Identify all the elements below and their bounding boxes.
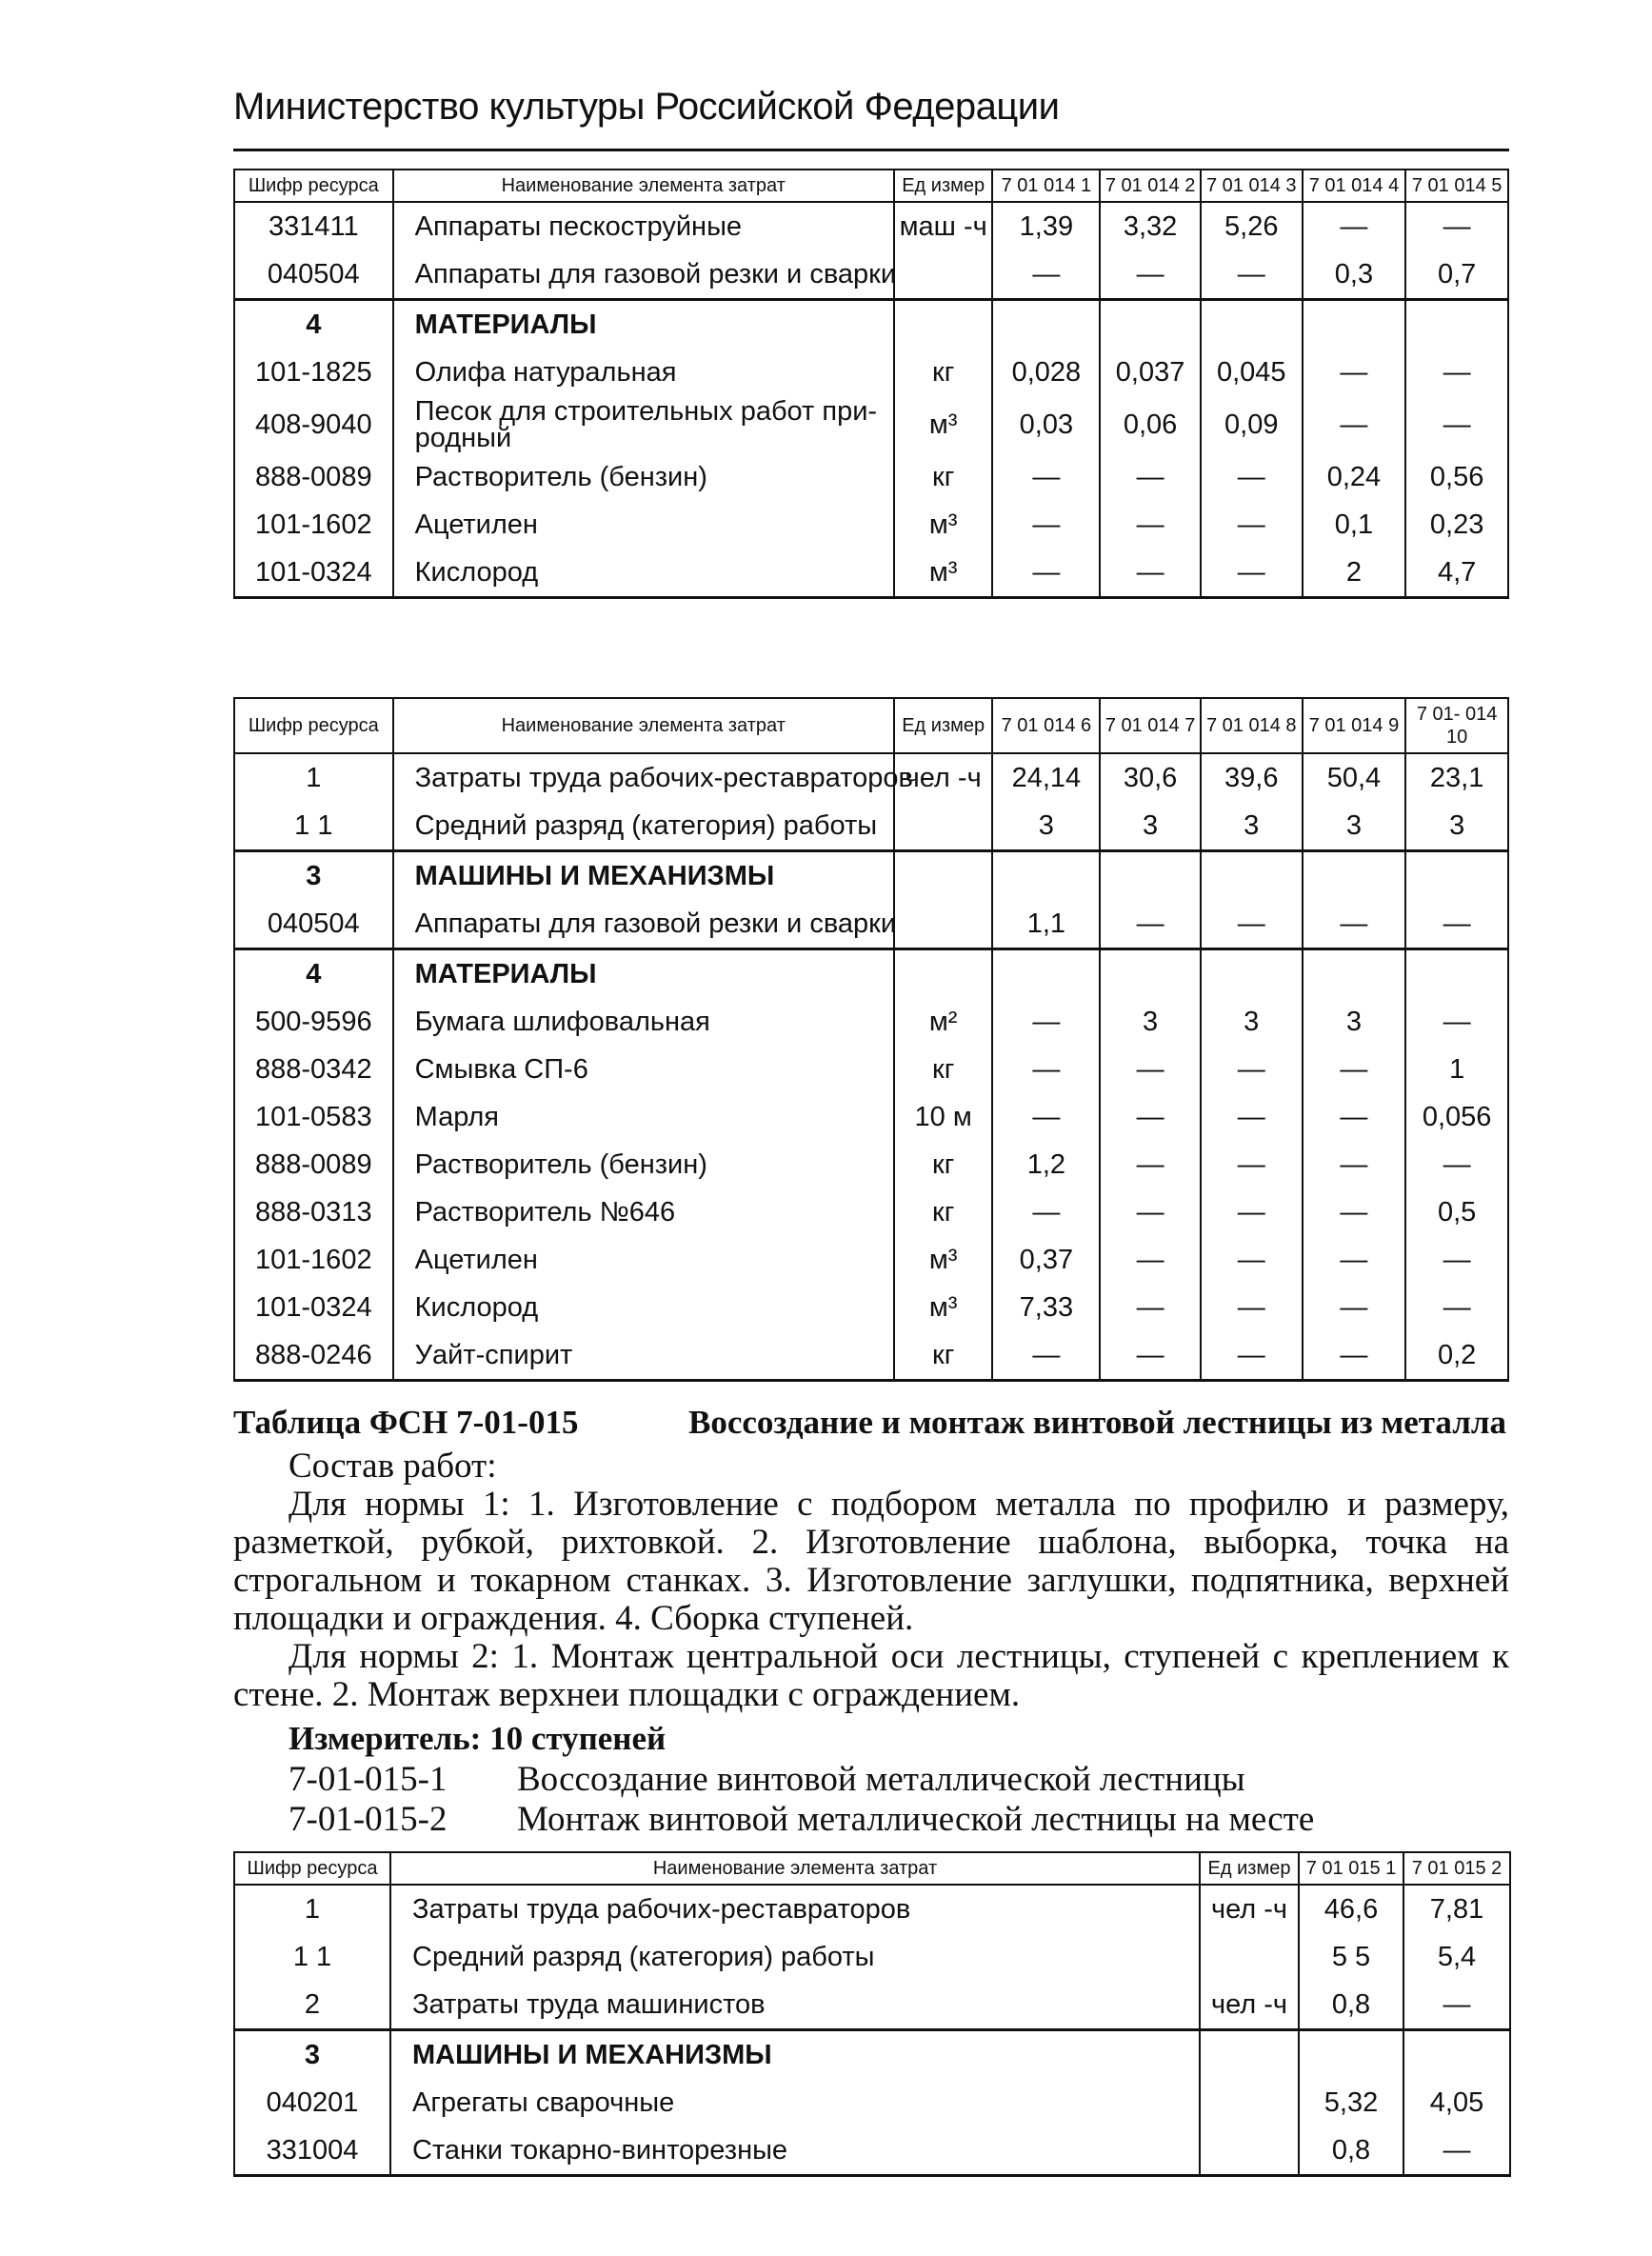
value-cell: 0,09 bbox=[1201, 396, 1303, 453]
value-cell: — bbox=[992, 1188, 1100, 1236]
resource-code: 4 bbox=[234, 300, 393, 349]
table-row bbox=[234, 1188, 1508, 1236]
value-cell: — bbox=[1303, 1046, 1406, 1093]
value-cell: 1,2 bbox=[992, 1141, 1100, 1188]
value-cell: — bbox=[1201, 1046, 1303, 1093]
unit-cell: чел -ч bbox=[894, 753, 993, 802]
cost-element-name: Аппараты для газовой резки и сварки bbox=[393, 250, 894, 300]
unit-cell: кг bbox=[894, 349, 993, 396]
value-cell: — bbox=[1405, 1284, 1508, 1331]
value-cell: — bbox=[1303, 900, 1406, 949]
resource-code: 331411 bbox=[234, 202, 393, 250]
cost-element-name: Затраты труда рабочих-реставраторов bbox=[390, 1885, 1200, 1933]
value-cell: — bbox=[1201, 900, 1303, 949]
table-row bbox=[234, 802, 1508, 851]
value-cell: — bbox=[1303, 1188, 1406, 1236]
table-row bbox=[234, 1141, 1508, 1188]
value-cell: 0,2 bbox=[1405, 1331, 1508, 1381]
value-cell: 3 bbox=[1201, 998, 1303, 1046]
table-row bbox=[234, 349, 1508, 396]
value-cell bbox=[1303, 300, 1406, 349]
column-header: 7 01 014 2 bbox=[1100, 170, 1201, 202]
cost-element-name: Ацетилен bbox=[393, 501, 894, 549]
value-cell bbox=[1405, 949, 1508, 999]
value-cell: — bbox=[992, 1093, 1100, 1141]
table-row bbox=[234, 2079, 1510, 2126]
value-cell: 7,81 bbox=[1403, 1885, 1510, 1933]
cost-element-name: Аппараты пескоструйные bbox=[393, 202, 894, 250]
table-row bbox=[234, 202, 1508, 250]
value-cell: 23,1 bbox=[1405, 753, 1508, 802]
work-composition bbox=[233, 1447, 1509, 1714]
value-cell: — bbox=[1100, 1284, 1201, 1331]
value-cell: 0,03 bbox=[992, 396, 1100, 453]
column-header: Наименование элемента затрат bbox=[393, 170, 894, 202]
value-cell: — bbox=[1303, 1093, 1406, 1141]
value-cell: 0,56 bbox=[1405, 453, 1508, 501]
value-cell bbox=[1299, 2030, 1403, 2080]
value-cell: 0,8 bbox=[1299, 2126, 1403, 2176]
value-cell: — bbox=[1303, 1331, 1406, 1381]
value-cell: — bbox=[1405, 349, 1508, 396]
column-header: 7 01 014 9 bbox=[1303, 698, 1406, 753]
cost-element-name: МАТЕРИАЛЫ bbox=[393, 949, 894, 999]
resource-code: 3 bbox=[234, 2030, 390, 2080]
value-cell bbox=[1405, 300, 1508, 349]
unit-cell: кг bbox=[894, 1141, 993, 1188]
value-cell: — bbox=[1100, 1046, 1201, 1093]
value-cell: 0,028 bbox=[992, 349, 1100, 396]
value-cell bbox=[1201, 300, 1303, 349]
section-row bbox=[234, 2030, 1510, 2080]
cost-element-name: Растворитель №646 bbox=[393, 1188, 894, 1236]
unit-cell bbox=[894, 900, 993, 949]
unit-cell bbox=[894, 250, 993, 300]
value-cell: 3 bbox=[992, 802, 1100, 851]
cost-element-name: Средний разряд (категория) работы bbox=[393, 802, 894, 851]
resource-code: 101-1825 bbox=[234, 349, 393, 396]
value-cell: 30,6 bbox=[1100, 753, 1201, 802]
resource-code: 3 bbox=[234, 851, 393, 901]
resource-code: 888-0246 bbox=[234, 1331, 393, 1381]
value-cell: — bbox=[1201, 1141, 1303, 1188]
unit-cell: кг bbox=[894, 453, 993, 501]
section-row bbox=[234, 949, 1508, 999]
value-cell: — bbox=[1201, 501, 1303, 549]
value-cell bbox=[1405, 851, 1508, 901]
table-row bbox=[234, 1236, 1508, 1284]
cost-element-name: Ацетилен bbox=[393, 1236, 894, 1284]
resource-code: 331004 bbox=[234, 2126, 390, 2176]
unit-cell bbox=[894, 851, 993, 901]
resource-code: 040504 bbox=[234, 250, 393, 300]
value-cell bbox=[1100, 300, 1201, 349]
table-row bbox=[234, 1331, 1508, 1381]
table-row bbox=[234, 501, 1508, 549]
norm-item bbox=[289, 1759, 1245, 1800]
resource-code: 101-0324 bbox=[234, 549, 393, 598]
unit-cell: кг bbox=[894, 1188, 993, 1236]
value-cell: — bbox=[1100, 549, 1201, 598]
column-header: 7 01 014 5 bbox=[1405, 170, 1508, 202]
column-header: 7 01 014 1 bbox=[992, 170, 1100, 202]
value-cell: 1,39 bbox=[992, 202, 1100, 250]
value-cell: — bbox=[992, 1046, 1100, 1093]
norm-code: 7-01-015-1 bbox=[289, 1760, 448, 1799]
value-cell: — bbox=[1303, 349, 1406, 396]
resource-code: 1 1 bbox=[234, 802, 393, 851]
resource-code: 888-0342 bbox=[234, 1046, 393, 1093]
value-cell: 5,26 bbox=[1201, 202, 1303, 250]
value-cell: — bbox=[1201, 1188, 1303, 1236]
norm-title: Воссоздание винтовой металлической лестницы bbox=[517, 1760, 1245, 1799]
value-cell: — bbox=[1201, 1331, 1303, 1381]
value-cell: 7,33 bbox=[992, 1284, 1100, 1331]
resource-code: 040504 bbox=[234, 900, 393, 949]
unit-cell: м³ bbox=[894, 396, 993, 453]
unit-cell bbox=[894, 802, 993, 851]
cost-element-name: МАШИНЫ И МЕХАНИЗМЫ bbox=[393, 851, 894, 901]
value-cell bbox=[992, 949, 1100, 999]
value-cell: — bbox=[992, 250, 1100, 300]
cost-element-name: Аппараты для газовой резки и сварки bbox=[393, 900, 894, 949]
value-cell: — bbox=[1100, 1093, 1201, 1141]
table-row bbox=[234, 1093, 1508, 1141]
value-cell bbox=[1201, 949, 1303, 999]
resource-code: 1 bbox=[234, 1885, 390, 1933]
column-header: 7 01- 014 10 bbox=[1405, 698, 1508, 753]
value-cell: 39,6 bbox=[1201, 753, 1303, 802]
column-header: Ед измер bbox=[1200, 1852, 1299, 1885]
norm-code: 7-01-015-2 bbox=[289, 1800, 448, 1839]
unit-cell bbox=[1200, 2030, 1299, 2080]
value-cell: 5 5 bbox=[1299, 1933, 1403, 1981]
norm-title: Монтаж винтовой металлической лестницы на месте bbox=[517, 1800, 1315, 1839]
value-cell: 0,3 bbox=[1303, 250, 1406, 300]
resource-table-014-1-5 bbox=[233, 169, 1509, 599]
cost-element-name: Уайт-спирит bbox=[393, 1331, 894, 1381]
value-cell: — bbox=[1201, 1236, 1303, 1284]
value-cell: — bbox=[1303, 1284, 1406, 1331]
value-cell: — bbox=[992, 549, 1100, 598]
value-cell: 5,32 bbox=[1299, 2079, 1403, 2126]
running-head: Министерство культуры Российской Федерации bbox=[233, 86, 1060, 128]
value-cell: 3 bbox=[1303, 802, 1406, 851]
cost-element-name: Растворитель (бензин) bbox=[393, 453, 894, 501]
value-cell bbox=[1303, 949, 1406, 999]
header-rule bbox=[233, 149, 1509, 151]
cost-element-name: Затраты труда машинистов bbox=[390, 1981, 1200, 2030]
resource-code: 888-0089 bbox=[234, 1141, 393, 1188]
cost-element-name: Олифа натуральная bbox=[393, 349, 894, 396]
unit-cell: кг bbox=[894, 1331, 993, 1381]
value-cell: — bbox=[1201, 549, 1303, 598]
table-row bbox=[234, 900, 1508, 949]
resource-code: 101-1602 bbox=[234, 1236, 393, 1284]
resource-code: 2 bbox=[234, 1981, 390, 2030]
unit-cell bbox=[894, 300, 993, 349]
value-cell: 0,5 bbox=[1405, 1188, 1508, 1236]
value-cell: 3,32 bbox=[1100, 202, 1201, 250]
table-title: Воссоздание и монтаж винтовой лестницы из металла bbox=[688, 1404, 1507, 1441]
resource-code: 408-9040 bbox=[234, 396, 393, 453]
value-cell: 0,056 bbox=[1405, 1093, 1508, 1141]
value-cell: — bbox=[1100, 1331, 1201, 1381]
resource-code: 040201 bbox=[234, 2079, 390, 2126]
table-row bbox=[234, 753, 1508, 802]
value-cell: 2 bbox=[1303, 549, 1406, 598]
table-row bbox=[234, 250, 1508, 300]
value-cell: 24,14 bbox=[992, 753, 1100, 802]
value-cell: — bbox=[1100, 501, 1201, 549]
column-header: 7 01 014 8 bbox=[1201, 698, 1303, 753]
value-cell: 50,4 bbox=[1303, 753, 1406, 802]
unit-cell: кг bbox=[894, 1046, 993, 1093]
value-cell: 3 bbox=[1100, 802, 1201, 851]
value-cell: — bbox=[1100, 1141, 1201, 1188]
unit-cell: м³ bbox=[894, 1284, 993, 1331]
norm-2-description: Для нормы 2: 1. Монтаж центральной оси лестницы, ступеней с креплением к стене. 2. Монтаж верхнеи площадки с ограждением. bbox=[233, 1637, 1509, 1714]
resource-table-014-6-10 bbox=[233, 697, 1509, 1382]
cost-element-name: МАШИНЫ И МЕХАНИЗМЫ bbox=[390, 2030, 1200, 2080]
unit-cell bbox=[894, 949, 993, 999]
unit-cell: чел -ч bbox=[1200, 1885, 1299, 1933]
value-cell: — bbox=[992, 998, 1100, 1046]
value-cell: 0,045 bbox=[1201, 349, 1303, 396]
resource-code: 500-9596 bbox=[234, 998, 393, 1046]
value-cell: 4,7 bbox=[1405, 549, 1508, 598]
cost-element-name: Кислород bbox=[393, 549, 894, 598]
value-cell: 3 bbox=[1303, 998, 1406, 1046]
column-header: Шифр ресурса bbox=[234, 170, 393, 202]
value-cell: — bbox=[1403, 2126, 1510, 2176]
value-cell: — bbox=[1405, 1236, 1508, 1284]
cost-element-name: Станки токарно-винторезные bbox=[390, 2126, 1200, 2176]
column-header: Наименование элемента затрат bbox=[390, 1852, 1200, 1885]
column-header: 7 01 014 4 bbox=[1303, 170, 1406, 202]
value-cell: 5,4 bbox=[1403, 1933, 1510, 1981]
unit-cell bbox=[1200, 2079, 1299, 2126]
column-header: 7 01 015 1 bbox=[1299, 1852, 1403, 1885]
unit-cell: м³ bbox=[894, 501, 993, 549]
resource-code: 101-0583 bbox=[234, 1093, 393, 1141]
resource-code: 101-0324 bbox=[234, 1284, 393, 1331]
value-cell: — bbox=[992, 1331, 1100, 1381]
cost-element-name: Марля bbox=[393, 1093, 894, 1141]
table-row bbox=[234, 2126, 1510, 2176]
value-cell: — bbox=[1201, 1093, 1303, 1141]
value-cell: 3 bbox=[1100, 998, 1201, 1046]
value-cell: — bbox=[992, 501, 1100, 549]
value-cell: 3 bbox=[1405, 802, 1508, 851]
value-cell: — bbox=[1100, 900, 1201, 949]
value-cell: — bbox=[1405, 1141, 1508, 1188]
norm-1-description: Для нормы 1: 1. Изготовление с подбором металла по профилю и размеру, разметкой, рубкой, рихтовкой. 2. Изготовление шаблона, выборка, точка на строгальном и токарном станках. 3. Изготовление заглушки, подпятника, верхней площадки и ограждения. 4. Сборка ступеней. bbox=[233, 1485, 1509, 1638]
cost-element-name: Затраты труда рабочих-реставраторов bbox=[393, 753, 894, 802]
value-cell: 0,06 bbox=[1100, 396, 1201, 453]
unit-cell: 10 м bbox=[894, 1093, 993, 1141]
column-header: 7 01 014 7 bbox=[1100, 698, 1201, 753]
table-row bbox=[234, 396, 1508, 453]
cost-element-name: Средний разряд (категория) работы bbox=[390, 1933, 1200, 1981]
cost-element-name: Кислород bbox=[393, 1284, 894, 1331]
composition-heading: Состав работ: bbox=[289, 1447, 497, 1486]
value-cell: — bbox=[1201, 453, 1303, 501]
cost-element-name: Агрегаты сварочные bbox=[390, 2079, 1200, 2126]
value-cell bbox=[1100, 949, 1201, 999]
value-cell: — bbox=[1403, 1981, 1510, 2030]
unit-cell bbox=[1200, 1933, 1299, 1981]
unit-cell: маш -ч bbox=[894, 202, 993, 250]
value-cell: 0,37 bbox=[992, 1236, 1100, 1284]
value-cell: 3 bbox=[1201, 802, 1303, 851]
value-cell bbox=[1303, 851, 1406, 901]
resource-table-015 bbox=[233, 1851, 1511, 2177]
value-cell: 46,6 bbox=[1299, 1885, 1403, 1933]
value-cell: 0,037 bbox=[1100, 349, 1201, 396]
resource-code: 888-0089 bbox=[234, 453, 393, 501]
value-cell: — bbox=[1100, 250, 1201, 300]
table-row bbox=[234, 453, 1508, 501]
section-row bbox=[234, 851, 1508, 901]
table-row bbox=[234, 998, 1508, 1046]
table-row bbox=[234, 1046, 1508, 1093]
resource-code: 101-1602 bbox=[234, 501, 393, 549]
column-header: Ед измер bbox=[894, 170, 993, 202]
value-cell bbox=[992, 300, 1100, 349]
column-header: Шифр ресурса bbox=[234, 698, 393, 753]
value-cell: 0,23 bbox=[1405, 501, 1508, 549]
unit-cell bbox=[1200, 2126, 1299, 2176]
value-cell: — bbox=[1100, 453, 1201, 501]
value-cell: 0,8 bbox=[1299, 1981, 1403, 2030]
value-cell: — bbox=[1303, 396, 1406, 453]
table-row bbox=[234, 1981, 1510, 2030]
value-cell: — bbox=[1405, 900, 1508, 949]
cost-element-name: МАТЕРИАЛЫ bbox=[393, 300, 894, 349]
resource-code: 1 1 bbox=[234, 1933, 390, 1981]
column-header: Шифр ресурса bbox=[234, 1852, 390, 1885]
value-cell: 0,1 bbox=[1303, 501, 1406, 549]
table-row bbox=[234, 1933, 1510, 1981]
unit-cell: чел -ч bbox=[1200, 1981, 1299, 2030]
value-cell: — bbox=[1100, 1236, 1201, 1284]
table-number: Таблица ФСН 7-01-015 bbox=[233, 1404, 579, 1441]
unit-cell: м³ bbox=[894, 549, 993, 598]
section-row bbox=[234, 300, 1508, 349]
table-row bbox=[234, 1885, 1510, 1933]
cost-element-name: Песок для строительных работ при-родный bbox=[393, 396, 894, 453]
column-header: 7 01 015 2 bbox=[1403, 1852, 1510, 1885]
value-cell: — bbox=[1405, 998, 1508, 1046]
value-cell: — bbox=[1201, 1284, 1303, 1331]
value-cell: 1,1 bbox=[992, 900, 1100, 949]
value-cell bbox=[1201, 851, 1303, 901]
value-cell: 0,7 bbox=[1405, 250, 1508, 300]
norm-item bbox=[289, 1799, 1314, 1840]
value-cell: — bbox=[1405, 396, 1508, 453]
column-header: Ед измер bbox=[894, 698, 993, 753]
cost-element-name: Бумага шлифовальная bbox=[393, 998, 894, 1046]
resource-code: 4 bbox=[234, 949, 393, 999]
cost-element-name: Смывка СП-6 bbox=[393, 1046, 894, 1093]
measure-unit: Измеритель: 10 ступеней bbox=[289, 1720, 667, 1757]
value-cell: — bbox=[992, 453, 1100, 501]
value-cell: — bbox=[1201, 250, 1303, 300]
table-row bbox=[234, 549, 1508, 598]
column-header: 7 01 014 6 bbox=[992, 698, 1100, 753]
value-cell bbox=[1403, 2030, 1510, 2080]
resource-code: 1 bbox=[234, 753, 393, 802]
value-cell: 1 bbox=[1405, 1046, 1508, 1093]
value-cell: 0,24 bbox=[1303, 453, 1406, 501]
value-cell: — bbox=[1100, 1188, 1201, 1236]
column-header: 7 01 014 3 bbox=[1201, 170, 1303, 202]
column-header: Наименование элемента затрат bbox=[393, 698, 894, 753]
cost-element-name: Растворитель (бензин) bbox=[393, 1141, 894, 1188]
value-cell: — bbox=[1303, 1141, 1406, 1188]
unit-cell: м³ bbox=[894, 1236, 993, 1284]
unit-cell: м² bbox=[894, 998, 993, 1046]
value-cell bbox=[992, 851, 1100, 901]
value-cell bbox=[1100, 851, 1201, 901]
resource-code: 888-0313 bbox=[234, 1188, 393, 1236]
value-cell: 4,05 bbox=[1403, 2079, 1510, 2126]
table-row bbox=[234, 1284, 1508, 1331]
value-cell: — bbox=[1405, 202, 1508, 250]
value-cell: — bbox=[1303, 202, 1406, 250]
value-cell: — bbox=[1303, 1236, 1406, 1284]
